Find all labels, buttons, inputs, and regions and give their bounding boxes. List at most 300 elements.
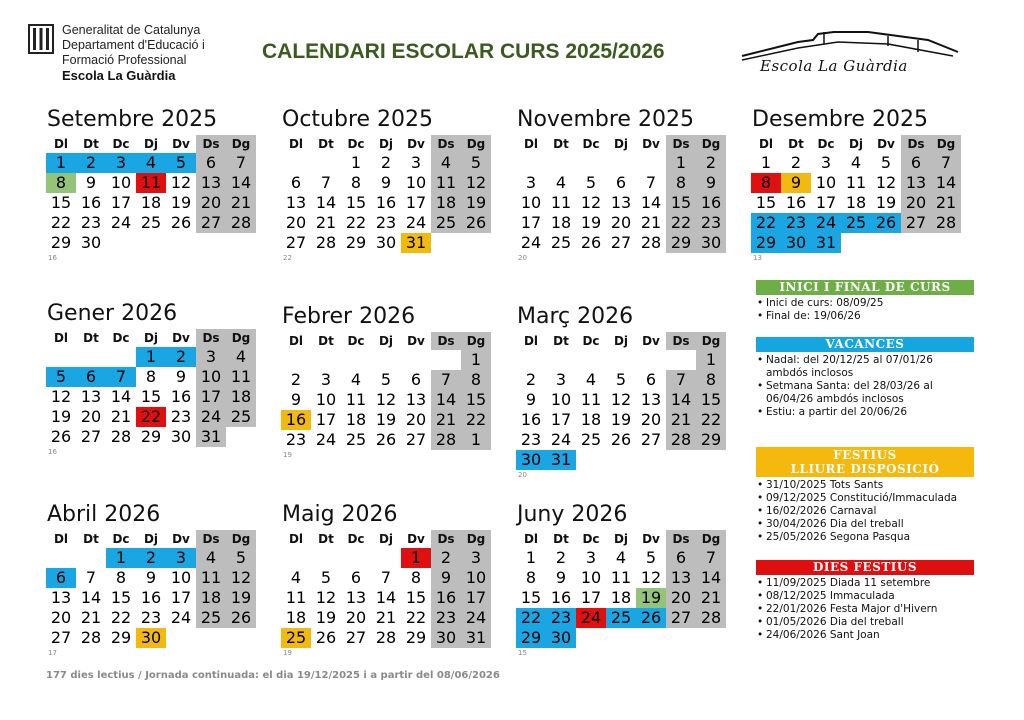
day-cell: 29 <box>345 233 367 252</box>
day-cell: 20 <box>50 608 72 627</box>
weekday-header: Ds <box>666 332 696 350</box>
weekday-header: Dv <box>642 137 660 151</box>
weekday-header: Dl <box>288 137 304 151</box>
day-cell: 10 <box>461 568 491 588</box>
day-cell: 20 <box>285 213 307 232</box>
weekday-header: Dc <box>112 137 130 151</box>
weekday-header: Ds <box>431 332 461 350</box>
day-cell: 17 <box>815 193 837 212</box>
weekday-header: Dv <box>172 331 190 345</box>
weekday-header: Dj <box>378 137 394 151</box>
empty-cell <box>576 153 606 173</box>
day-cell: 24 <box>196 407 226 427</box>
day-cell: 5 <box>46 367 76 387</box>
day-cell: 1 <box>696 350 726 370</box>
day-cell: 26 <box>461 213 491 233</box>
day-cell: 23 <box>80 213 102 232</box>
list-item: • 16/02/2026 Carnaval <box>756 505 974 518</box>
day-cell: 18 <box>580 410 602 429</box>
day-cell: 1 <box>525 548 537 567</box>
day-cell: 16 <box>696 193 726 213</box>
empty-cell <box>311 548 341 568</box>
day-cell: 24 <box>811 213 841 233</box>
day-cell: 1 <box>106 548 136 568</box>
empty-cell <box>606 350 636 370</box>
day-cell: 23 <box>431 608 461 628</box>
day-cell: 28 <box>640 233 662 252</box>
empty-cell <box>341 548 371 568</box>
empty-cell <box>46 548 76 568</box>
day-cell: 12 <box>610 390 632 409</box>
day-cell: 24 <box>315 430 337 449</box>
day-cell: 8 <box>145 367 157 386</box>
day-cell: 24 <box>461 608 491 628</box>
day-cell: 20 <box>80 407 102 426</box>
list-item: • 01/05/2026 Dia del treball <box>756 616 974 629</box>
day-cell: 17 <box>405 193 427 212</box>
day-cell: 15 <box>345 193 367 212</box>
day-cell: 9 <box>380 173 392 192</box>
day-cell: 20 <box>640 410 662 429</box>
day-cell: 7 <box>226 153 256 173</box>
day-cell: 6 <box>290 173 302 192</box>
day-cell: 29 <box>516 628 546 648</box>
day-cell: 23 <box>140 608 162 627</box>
day-cell: 6 <box>196 153 226 173</box>
day-cell: 29 <box>140 427 162 446</box>
day-cell: 27 <box>285 233 307 252</box>
day-cell: 30 <box>696 233 726 253</box>
weekday-header: Dv <box>407 334 425 348</box>
weekday-header: Dg <box>461 332 491 350</box>
weekday-header: Dl <box>523 532 539 546</box>
day-cell: 2 <box>290 370 302 389</box>
day-cell: 14 <box>375 588 397 607</box>
day-cell: 12 <box>461 173 491 193</box>
day-cell: 23 <box>696 213 726 233</box>
weekday-header: Dg <box>696 135 726 153</box>
weekday-header: Dt <box>83 137 99 151</box>
day-cell: 22 <box>696 410 726 430</box>
day-cell: 5 <box>585 173 597 192</box>
list-item: • Setmana Santa: del 28/03/26 al 06/04/26 ambdós inclosos <box>756 380 974 406</box>
day-cell: 11 <box>610 568 632 587</box>
day-cell: 30 <box>431 628 461 648</box>
list-item: • 22/01/2026 Festa Major d'Hivern <box>756 603 974 616</box>
empty-cell <box>281 548 311 568</box>
day-cell: 5 <box>645 548 657 567</box>
day-cell: 26 <box>636 608 666 628</box>
day-cell: 7 <box>645 173 657 192</box>
weekday-header: Ds <box>431 135 461 153</box>
month-calendar <box>281 106 495 263</box>
month-calendar <box>516 501 730 658</box>
day-cell: 22 <box>136 407 166 427</box>
day-cell: 25 <box>226 407 256 427</box>
month-calendar <box>46 300 260 457</box>
weekday-header: Dt <box>83 331 99 345</box>
day-cell: 14 <box>80 588 102 607</box>
empty-cell <box>371 548 401 568</box>
school-days-count: 20 <box>518 471 527 479</box>
school-days-count: 16 <box>48 448 57 456</box>
day-cell: 19 <box>636 588 666 608</box>
empty-cell <box>546 153 576 173</box>
day-cell: 11 <box>431 173 461 193</box>
vacances-section <box>756 337 974 419</box>
org-line-3: Formació Professional <box>62 53 187 67</box>
day-cell: 3 <box>820 153 832 172</box>
day-cell: 2 <box>136 548 166 568</box>
day-cell: 2 <box>555 548 567 567</box>
course-dates-header: INICI I FINAL DE CURS <box>756 280 974 295</box>
day-cell: 1 <box>350 153 362 172</box>
weekday-header: Dj <box>378 532 394 546</box>
day-cell: 11 <box>345 390 367 409</box>
day-cell: 20 <box>901 193 931 213</box>
day-cell: 1 <box>461 430 491 450</box>
weekday-header: Ds <box>431 530 461 548</box>
weekday-header: Dl <box>53 137 69 151</box>
weekday-header: Ds <box>196 530 226 548</box>
day-cell: 15 <box>520 588 542 607</box>
day-cell: 13 <box>405 390 427 409</box>
day-cell: 26 <box>610 430 632 449</box>
day-cell: 17 <box>580 588 602 607</box>
month-grid <box>516 332 730 470</box>
day-cell: 24 <box>170 608 192 627</box>
empty-cell <box>636 350 666 370</box>
day-cell: 6 <box>645 370 657 389</box>
day-cell: 9 <box>555 568 567 587</box>
day-cell: 14 <box>666 390 696 410</box>
empty-cell <box>371 350 401 370</box>
day-cell: 12 <box>50 387 72 406</box>
month-title: Gener 2026 <box>47 301 178 326</box>
month-title: Març 2026 <box>517 304 634 329</box>
month-calendar <box>751 106 965 263</box>
day-cell: 28 <box>696 608 726 628</box>
day-cell: 15 <box>110 588 132 607</box>
month-grid <box>751 135 965 253</box>
day-cell: 17 <box>170 588 192 607</box>
weekday-header: Dt <box>83 532 99 546</box>
day-cell: 24 <box>405 213 427 232</box>
day-cell: 28 <box>375 628 397 647</box>
day-cell: 24 <box>550 430 572 449</box>
day-cell: 3 <box>320 370 332 389</box>
day-cell: 1 <box>401 548 431 568</box>
day-cell: 28 <box>80 628 102 647</box>
empty-cell <box>606 153 636 173</box>
day-cell: 4 <box>136 153 166 173</box>
day-cell: 11 <box>226 367 256 387</box>
lliure-title-line-1: FESTIUS <box>833 448 897 462</box>
day-cell: 16 <box>520 410 542 429</box>
day-cell: 18 <box>140 193 162 212</box>
weekday-header: Dv <box>407 137 425 151</box>
day-cell: 4 <box>350 370 362 389</box>
day-cell: 27 <box>640 430 662 449</box>
day-cell: 1 <box>760 153 772 172</box>
day-cell: 15 <box>696 390 726 410</box>
lliure-disposicio-header <box>756 447 974 477</box>
day-cell: 27 <box>345 628 367 647</box>
day-cell: 11 <box>136 173 166 193</box>
day-cell: 8 <box>350 173 362 192</box>
day-cell: 9 <box>175 367 187 386</box>
day-cell: 6 <box>350 568 362 587</box>
month-calendar <box>46 501 260 658</box>
weekday-header: Dj <box>143 532 159 546</box>
day-cell: 10 <box>550 390 572 409</box>
day-cell: 18 <box>610 588 632 607</box>
day-cell: 5 <box>166 153 196 173</box>
day-cell: 2 <box>76 153 106 173</box>
course-dates-section <box>756 280 974 323</box>
day-cell: 10 <box>110 173 132 192</box>
day-cell: 4 <box>196 548 226 568</box>
day-cell: 30 <box>781 233 811 253</box>
weekday-header: Dt <box>553 137 569 151</box>
day-cell: 14 <box>431 390 461 410</box>
school-short-name: Escola La Guàrdia <box>62 68 176 83</box>
weekday-header: Dg <box>226 329 256 347</box>
month-title: Abril 2026 <box>47 502 161 527</box>
day-cell: 8 <box>461 370 491 390</box>
day-cell: 20 <box>666 588 696 608</box>
day-cell: 31 <box>401 233 431 253</box>
day-cell: 15 <box>140 387 162 406</box>
day-cell: 22 <box>345 213 367 232</box>
vacances-list <box>756 354 974 419</box>
day-cell: 24 <box>110 213 132 232</box>
day-cell: 27 <box>196 213 226 233</box>
day-cell: 2 <box>696 153 726 173</box>
list-item: • 09/12/2025 Constitució/Immaculada <box>756 492 974 505</box>
day-cell: 8 <box>115 568 127 587</box>
weekday-header: Ds <box>666 530 696 548</box>
day-cell: 24 <box>520 233 542 252</box>
weekday-header: Dt <box>553 532 569 546</box>
lliure-disposicio-list <box>756 479 974 544</box>
day-cell: 21 <box>315 213 337 232</box>
month-grid <box>281 135 495 253</box>
day-cell: 23 <box>520 430 542 449</box>
day-cell: 7 <box>931 153 961 173</box>
day-cell: 3 <box>555 370 567 389</box>
day-cell: 28 <box>315 233 337 252</box>
day-cell: 15 <box>50 193 72 212</box>
school-days-count: 20 <box>518 254 527 262</box>
empty-cell <box>576 350 606 370</box>
day-cell: 26 <box>50 427 72 446</box>
weekday-header: Dj <box>378 334 394 348</box>
lliure-disposicio-section <box>756 447 974 544</box>
weekday-header: Dv <box>877 137 895 151</box>
day-cell: 26 <box>580 233 602 252</box>
day-cell: 16 <box>80 193 102 212</box>
day-cell: 23 <box>781 213 811 233</box>
day-cell: 9 <box>290 390 302 409</box>
day-cell: 22 <box>751 213 781 233</box>
day-cell: 13 <box>640 390 662 409</box>
day-cell: 27 <box>50 628 72 647</box>
dies-festius-list <box>756 577 974 642</box>
day-cell: 10 <box>170 568 192 587</box>
weekday-header: Ds <box>666 135 696 153</box>
generalitat-logo-icon <box>28 24 54 54</box>
day-cell: 27 <box>80 427 102 446</box>
day-cell: 8 <box>696 370 726 390</box>
list-item: • 11/09/2025 Diada 11 setembre <box>756 577 974 590</box>
day-cell: 18 <box>285 608 307 627</box>
day-cell: 9 <box>145 568 157 587</box>
day-cell: 3 <box>410 153 422 172</box>
list-item: • 25/05/2026 Segona Pasqua <box>756 531 974 544</box>
day-cell: 21 <box>226 193 256 213</box>
school-logo-text: Escola La Guàrdia <box>760 57 908 75</box>
day-cell: 28 <box>226 213 256 233</box>
weekday-header: Dc <box>347 334 365 348</box>
day-cell: 5 <box>226 548 256 568</box>
day-cell: 6 <box>666 548 696 568</box>
weekday-header: Dg <box>931 135 961 153</box>
day-cell: 4 <box>585 370 597 389</box>
day-cell: 12 <box>226 568 256 588</box>
empty-cell <box>341 350 371 370</box>
day-cell: 25 <box>140 213 162 232</box>
weekday-header: Dc <box>347 137 365 151</box>
day-cell: 19 <box>461 193 491 213</box>
month-title: Novembre 2025 <box>517 107 694 132</box>
day-cell: 20 <box>345 608 367 627</box>
dies-festius-section <box>756 560 974 642</box>
day-cell: 2 <box>431 548 461 568</box>
weekday-header: Dt <box>788 137 804 151</box>
day-cell: 7 <box>320 173 332 192</box>
empty-cell <box>281 153 311 173</box>
weekday-header: Dl <box>288 334 304 348</box>
list-item: • 30/04/2026 Dia del treball <box>756 518 974 531</box>
day-cell: 18 <box>226 387 256 407</box>
school-days-count: 16 <box>48 254 57 262</box>
list-item: • Inici de curs: 08/09/25 <box>756 297 974 310</box>
day-cell: 3 <box>461 548 491 568</box>
course-dates-list <box>756 297 974 323</box>
day-cell: 26 <box>871 213 901 233</box>
list-item: • 31/10/2025 Tots Sants <box>756 479 974 492</box>
day-cell: 14 <box>931 173 961 193</box>
day-cell: 26 <box>170 213 192 232</box>
day-cell: 29 <box>666 233 696 253</box>
day-cell: 12 <box>580 193 602 212</box>
school-days-count: 19 <box>283 451 292 459</box>
day-cell: 25 <box>841 213 871 233</box>
day-cell: 7 <box>380 568 392 587</box>
day-cell: 30 <box>80 233 102 252</box>
day-cell: 7 <box>696 548 726 568</box>
day-cell: 29 <box>50 233 72 252</box>
month-grid <box>516 530 730 648</box>
day-cell: 13 <box>50 588 72 607</box>
empty-cell <box>546 350 576 370</box>
day-cell: 19 <box>315 608 337 627</box>
lliure-title-line-2: LLIURE DISPOSICIÓ <box>790 462 940 476</box>
day-cell: 21 <box>640 213 662 232</box>
empty-cell <box>666 350 696 370</box>
day-cell: 3 <box>525 173 537 192</box>
day-cell: 30 <box>136 628 166 648</box>
day-cell: 3 <box>196 347 226 367</box>
month-title: Juny 2026 <box>517 502 628 527</box>
weekday-header: Dt <box>318 137 334 151</box>
day-cell: 21 <box>80 608 102 627</box>
weekday-header: Dg <box>461 135 491 153</box>
weekday-header: Dt <box>318 532 334 546</box>
month-grid <box>516 135 730 253</box>
day-cell: 10 <box>405 173 427 192</box>
day-cell: 12 <box>875 173 897 192</box>
day-cell: 5 <box>615 370 627 389</box>
empty-cell <box>76 548 106 568</box>
day-cell: 18 <box>550 213 572 232</box>
day-cell: 1 <box>46 153 76 173</box>
day-cell: 14 <box>696 568 726 588</box>
generalitat-text <box>62 23 205 83</box>
day-cell: 27 <box>666 608 696 628</box>
day-cell: 23 <box>546 608 576 628</box>
day-cell: 15 <box>461 390 491 410</box>
day-cell: 13 <box>901 173 931 193</box>
weekday-header: Dj <box>613 137 629 151</box>
day-cell: 4 <box>226 347 256 367</box>
day-cell: 28 <box>110 427 132 446</box>
page-title: CALENDARI ESCOLAR CURS 2025/2026 <box>262 40 665 63</box>
empty-cell <box>76 347 106 367</box>
list-item: • Nadal: del 20/12/25 al 07/01/26 ambdós inclosos <box>756 354 974 380</box>
day-cell: 13 <box>80 387 102 406</box>
month-title: Setembre 2025 <box>47 107 218 132</box>
day-cell: 10 <box>315 390 337 409</box>
day-cell: 6 <box>76 367 106 387</box>
day-cell: 22 <box>50 213 72 232</box>
day-cell: 16 <box>375 193 397 212</box>
day-cell: 17 <box>520 213 542 232</box>
weekday-header: Dg <box>461 530 491 548</box>
day-cell: 30 <box>516 450 546 470</box>
day-cell: 12 <box>375 390 397 409</box>
day-cell: 17 <box>196 387 226 407</box>
day-cell: 7 <box>666 370 696 390</box>
day-cell: 22 <box>405 608 427 627</box>
day-cell: 23 <box>170 407 192 426</box>
month-title: Maig 2026 <box>282 502 398 527</box>
month-grid <box>46 135 260 253</box>
day-cell: 30 <box>375 233 397 252</box>
day-cell: 5 <box>380 370 392 389</box>
weekday-header: Dj <box>143 331 159 345</box>
weekday-header: Dv <box>172 532 190 546</box>
month-title: Desembre 2025 <box>752 107 928 132</box>
day-cell: 3 <box>585 548 597 567</box>
weekday-header: Dl <box>53 331 69 345</box>
day-cell: 26 <box>226 608 256 628</box>
month-grid <box>281 332 495 450</box>
month-calendar <box>516 106 730 263</box>
weekday-header: Dj <box>143 137 159 151</box>
school-days-count: 13 <box>753 254 762 262</box>
